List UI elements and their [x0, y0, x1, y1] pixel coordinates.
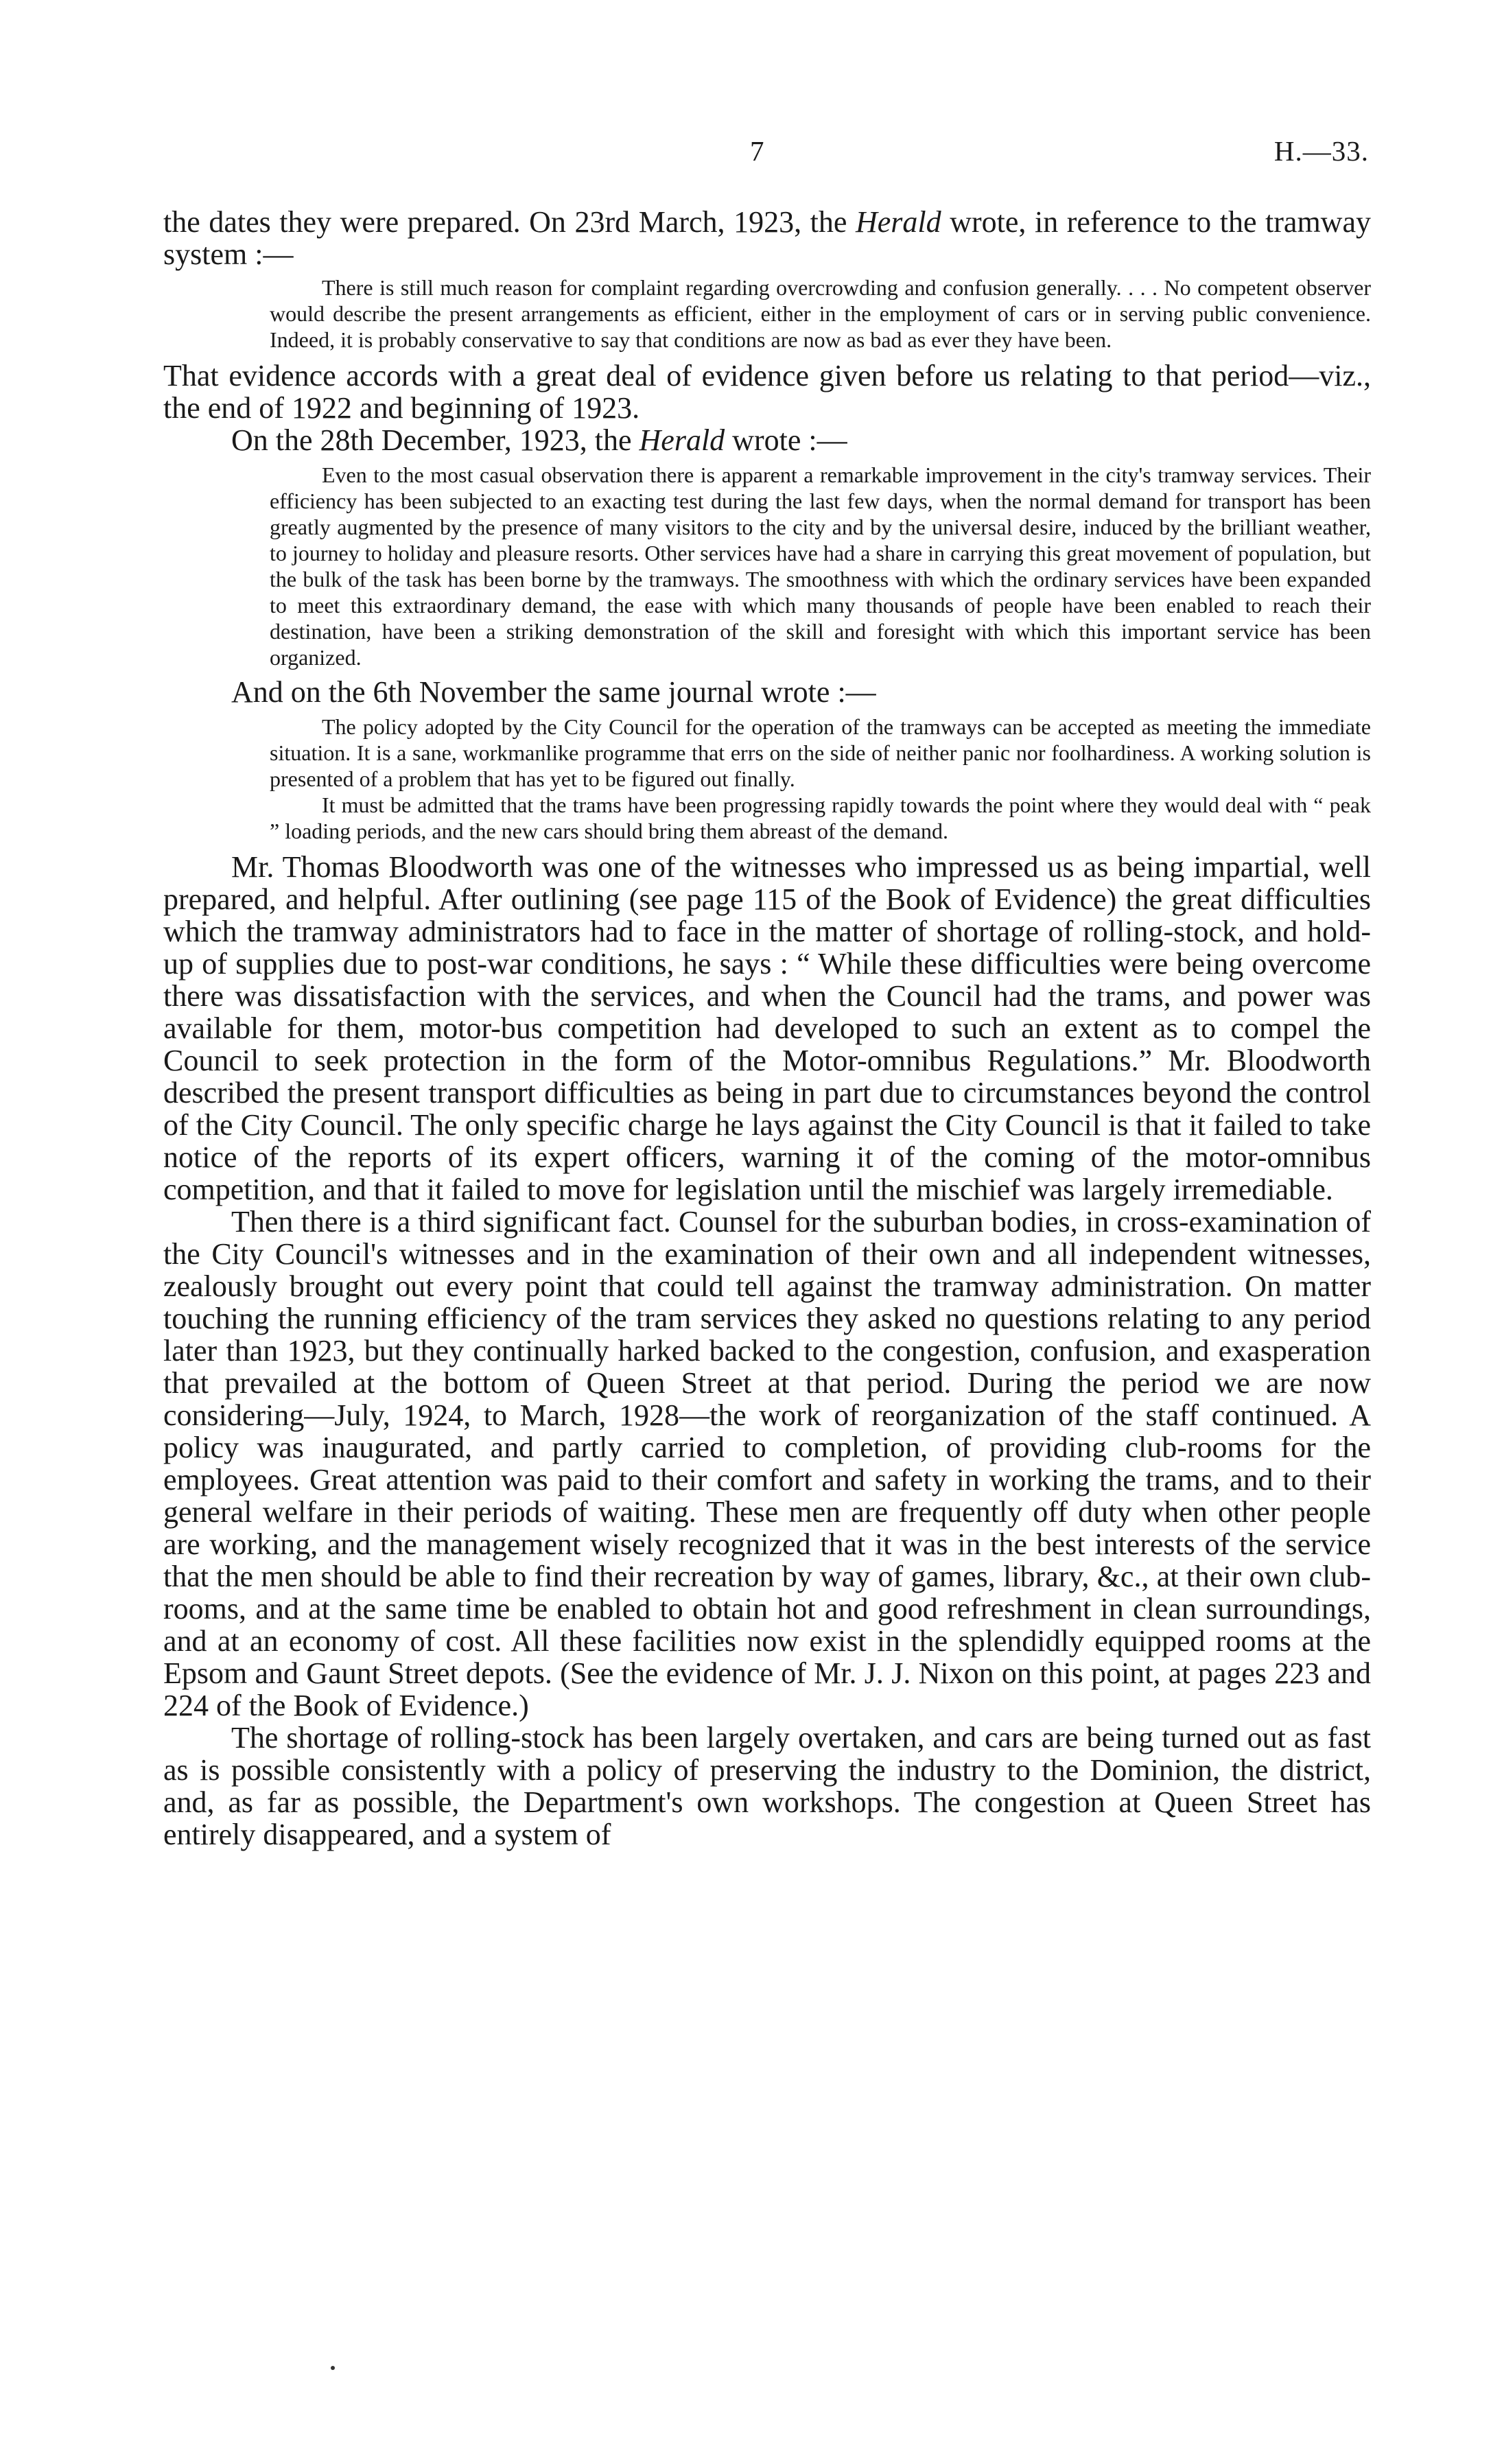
- paragraph-third-fact: Then there is a third significant fact. Counsel for the suburban bodies, in cross-examination of the City Council's witnesses and in the examination of their own and all independent witnesses, zealously brought out every point that could tell against the tramway administration. On matter touching the running efficiency of the tram services they asked no questions relating to any period later than 1923, but they continually harked backed to the congestion, confusion, and exasperation that prevailed at the bottom of Queen Street at that period. During the period we are now considering—July, 1924, to March, 1928—the work of reorganization of the staff continued. A policy was inaugurated, and partly carried to completion, of providing club-rooms for the employees. Great attention was paid to their comfort and safety in working the trams, and to their general welfare in their periods of waiting. These men are frequently off duty when other people are working, and the management wisely recognized that it was in the best interests of the service that the men should be able to find their recreation by way of games, library, &c., at their own club-rooms, and at the same time be enabled to obtain hot and good refreshment in clean surroundings, and at an economy of cost. All these facilities now exist in the splendidly equipped rooms at the Epsom and Gaunt Street depots. (See the evidence of Mr. J. J. Nixon on this point, at pages 223 and 224 of the Book of Evidence.): [163, 1205, 1371, 1722]
- newspaper-name: Herald: [856, 205, 941, 239]
- paragraph-text: On the 28th December, 1923, the: [231, 423, 639, 457]
- newspaper-name: Herald: [639, 423, 725, 457]
- document-reference: H.—33.: [1273, 135, 1369, 167]
- page-number: 7: [750, 135, 764, 167]
- paragraph-rolling-stock: The shortage of rolling-stock has been largely overtaken, and cars are being turned out as fast as is possible consistently with a policy of preserving the industry to the Dominion, the district, and, as far as possible, the Department's own workshops. The congestion at Queen Street has entirely disappeared, and a system of: [163, 1721, 1371, 1851]
- paragraph-november: And on the 6th November the same journal wrote :—: [231, 675, 876, 709]
- quotation-text: The policy adopted by the City Council for the operation of the tramways can be accepted as meeting the immediate situation. It is a sane, workmanlike programme that errs on the side of neither panic nor foolhardiness. A working solution is presented of a problem that has yet to be figured out finally.: [270, 714, 1371, 791]
- page-body: [163, 206, 1371, 1851]
- print-mark: [331, 2366, 335, 2370]
- paragraph-text: wrote :—: [725, 423, 847, 457]
- quotation-herald-december: [270, 462, 1371, 670]
- paragraph-december: [163, 424, 1371, 456]
- paragraph-text: wrote, in reference to the tramway system :—: [163, 205, 1371, 271]
- paragraph-opening: [163, 206, 1371, 270]
- paragraph-bloodworth: Mr. Thomas Bloodworth was one of the witnesses who impressed us as being impartial, well prepared, and helpful. After outlining (see page 115 of the Book of Evidence) the great difficulties which the tramway administrators had to face in the matter of shortage of rolling-stock, and hold-up of supplies due to post-war conditions, he says : “ While these difficulties were being overcome there was dissatisfaction with the services, and when the Council had the trams, and power was available for them, motor-bus competition had developed to such an extent as to compel the Council to seek protection in the form of the Motor-omnibus Regulations.” Mr. Bloodworth described the present transport difficulties as being in part due to circumstances beyond the control of the City Council. The only specific charge he lays against the City Council is that it failed to take notice of the reports of its expert officers, warning it of the coming of the motor-omnibus competition, and that it failed to move for legislation until the mischief was largely irremediable.: [163, 850, 1371, 1206]
- paragraph-evidence: That evidence accords with a great deal of evidence given before us relating to that period—viz., the end of 1922 and beginning of 1923.: [163, 359, 1371, 425]
- page-header: [0, 134, 1491, 176]
- quotation-text: Even to the most casual observation there is apparent a remarkable improvement in the city's tramway services. Their efficiency has been subjected to an exacting test during the last few days, when the normal demand for transport has been greatly augmented by the presence of many visitors to the city and by the universal desire, induced by the brilliant weather, to journey to holiday and pleasure resorts. Other services have had a share in carrying this great movement of population, but the bulk of the task has been borne by the tramways. The smoothness with which the ordinary services have been expanded to meet this extraordinary demand, the ease with which many thousands of people have been enabled to reach their destination, have been a striking demonstration of the skill and foresight with which this important service has been organized.: [270, 462, 1371, 670]
- quotation-herald-march: [270, 274, 1371, 353]
- quotation-herald-november: [270, 714, 1371, 844]
- paragraph-text: the dates they were prepared. On 23rd March, 1923, the: [163, 205, 856, 239]
- quotation-text: It must be admitted that the trams have been progressing rapidly towards the point where they would deal with “ peak ” loading periods, and the new cars should bring them abreast of the demand.: [270, 793, 1371, 843]
- quotation-text: There is still much reason for complaint regarding overcrowding and confusion generally. . . . No competent observer would describe the present arrangements as efficient, either in the employment of cars or in serving public convenience. Indeed, it is probably conservative to say that conditions are now as bad as ever they have been.: [270, 275, 1371, 352]
